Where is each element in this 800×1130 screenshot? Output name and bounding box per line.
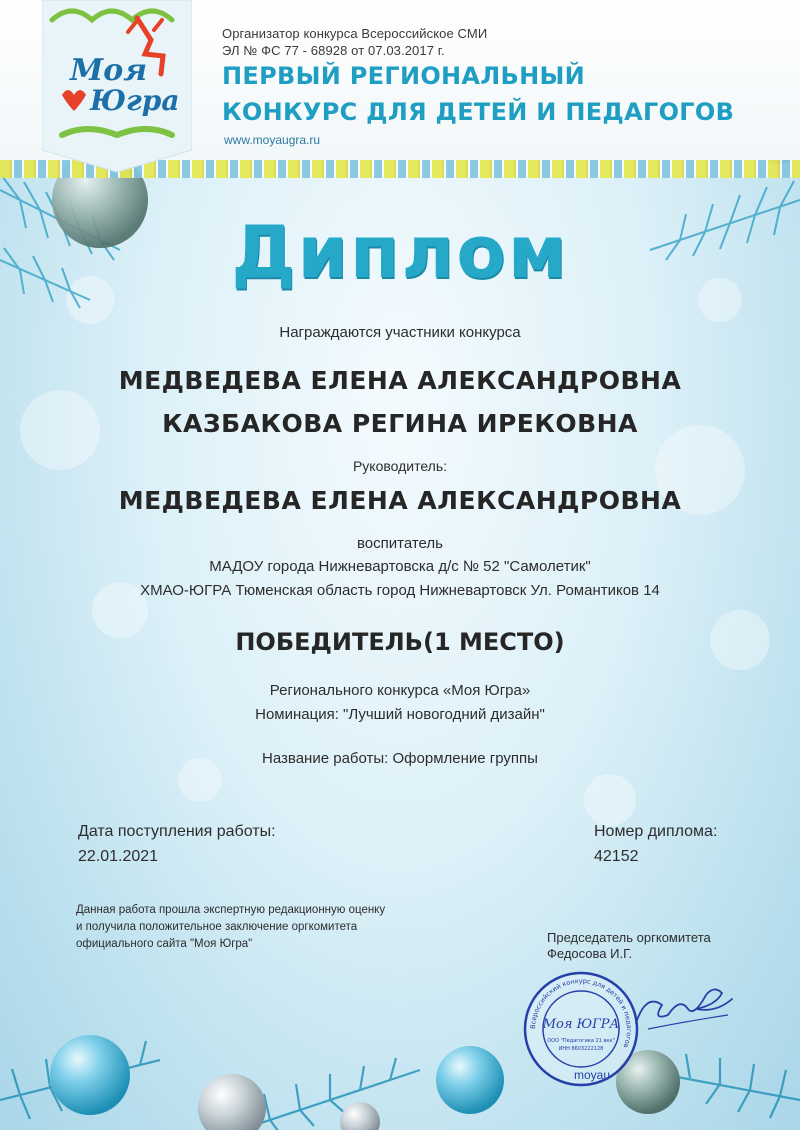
handwritten-signature: [628, 985, 738, 1035]
contest-title-line-2: КОНКУРС ДЛЯ ДЕТЕЙ И ПЕДАГОГОВ: [222, 98, 735, 126]
stamp-footer-text: moyau: [574, 1068, 611, 1082]
work-title: Название работы: Оформление группы: [262, 750, 538, 767]
organizer-line-2: ЭЛ № ФС 77 - 68928 от 07.03.2017 г.: [222, 43, 445, 58]
note-line: и получила положительное заключение оргкомитета: [76, 921, 358, 933]
award-title: ПОБЕДИТЕЛЬ(1 МЕСТО): [235, 628, 565, 656]
diploma-title: Диплом: [231, 210, 569, 294]
stamp-company-text: ООО "Педагогика 21 век": [547, 1038, 615, 1044]
expert-review-note: [76, 902, 476, 953]
participant-name: КАЗБАКОВА РЕГИНА ИРЕКОВНА: [162, 409, 638, 438]
chairman-label: Председатель оргкомитета: [547, 930, 711, 945]
stamp-ring-text: Всероссийский конкурс для детей и педагогов: [528, 976, 634, 1049]
organizer-line-1: Организатор конкурса Всероссийское СМИ: [222, 26, 488, 41]
chairman-block: [547, 930, 711, 962]
position-text: воспитатель: [357, 535, 443, 552]
logo-text-moya: Моя: [70, 53, 148, 88]
stamp-center-text: Моя ЮГРА: [542, 1017, 620, 1032]
received-date: 22.01.2021: [78, 848, 159, 865]
chairman-name: Федосова И.Г.: [547, 946, 633, 961]
website-link[interactable]: www.moyaugra.ru: [224, 133, 321, 147]
diploma-number-label: Номер диплома:: [594, 823, 718, 840]
address-text: ХМАО-ЮГРА Тюменская область город Нижневартовск Ул. Романтиков 14: [140, 582, 660, 599]
institution-text: МАДОУ города Нижневартовска д/с № 52 "Самолетик": [209, 558, 591, 575]
note-line: Данная работа прошла экспертную редакционную оценку: [76, 904, 386, 916]
awarded-text: Награждаются участники конкурса: [279, 324, 521, 341]
received-label: Дата поступления работы:: [78, 823, 276, 840]
logo-text-yugra: Югра: [90, 84, 180, 117]
contest-title-line-1: ПЕРВЫЙ РЕГИОНАЛЬНЫЙ: [222, 62, 586, 90]
participant-name: МЕДВЕДЕВА ЕЛЕНА АЛЕКСАНДРОВНА: [118, 366, 682, 395]
diploma-number: 42152: [594, 848, 639, 865]
stamp-inn-text: ИНН 8603222128: [558, 1046, 604, 1052]
nomination-text: Номинация: "Лучший новогодний дизайн": [255, 706, 545, 723]
leader-name: МЕДВЕДЕВА ЕЛЕНА АЛЕКСАНДРОВНА: [118, 486, 682, 515]
leader-label: Руководитель:: [352, 458, 448, 474]
note-line: официального сайта "Моя Югра": [76, 938, 253, 950]
moya-yugra-logo: [42, 0, 192, 172]
contest-name: Регионального конкурса «Моя Югра»: [269, 682, 531, 699]
